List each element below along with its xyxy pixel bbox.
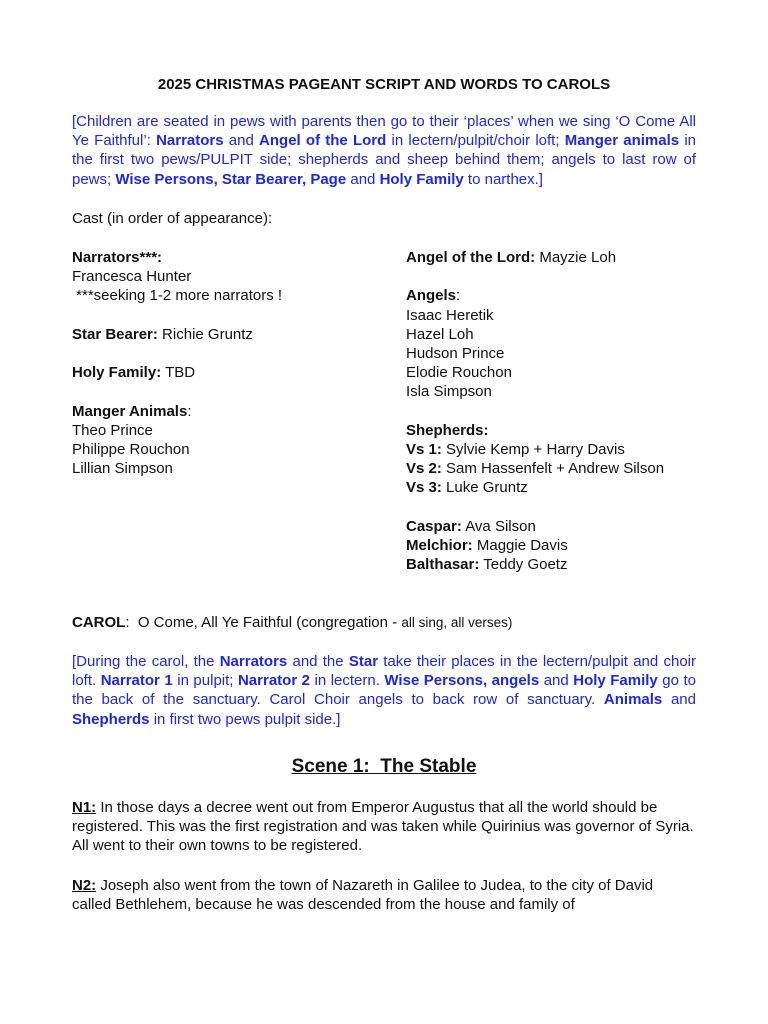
stage-bold: Shepherds [72,710,150,728]
wise-person [406,555,726,574]
stage-text: and the [287,653,349,670]
shepherd-verse [406,478,726,497]
verse-names: Luke Gruntz [441,479,528,497]
verse-names: Sam Hassenfelt + Andrew Silson [441,460,665,478]
narrators-label: Narrators***: [72,249,163,266]
holy-family-name: TBD [161,364,196,382]
cast-manger-animals [72,402,392,479]
stage-text: in lectern. [310,672,385,690]
carol-stage-direction [72,652,696,729]
narration-text: Joseph also went from the town of Nazareth in Galilee to Judea, to the city of David called Bethlehem, because he was descended from the house and family of [72,877,654,914]
stage-bold: Wise Persons, angels [384,672,540,690]
angels-label: Angels [406,287,457,305]
cast-heading: Cast (in order of appearance): [72,210,273,227]
cast-name: Lillian Simpson [72,460,173,478]
stage-bold: Narrator 1 [100,672,173,690]
intro-bold-wise: Wise Persons, Star Bearer, Page [115,170,347,188]
verse-label: Vs 2: [406,460,442,478]
intro-text: in lectern/pulpit/choir loft; [386,132,565,150]
narration-n2 [72,876,696,914]
star-bearer-label: Star Bearer: [72,325,158,343]
cast-column-right [406,248,726,594]
stage-bold: Narrator 2 [237,672,311,690]
cast-name: Isaac Heretik [406,306,494,324]
manger-colon: : [187,402,192,420]
cast-name: Theo Prince [72,421,153,439]
stage-text: in first two pews pulpit side.] [149,710,341,728]
cast-star-bearer [72,325,392,344]
cast-name: Francesca Hunter [72,268,192,286]
verse-names: Sylvie Kemp + Harry Davis [441,441,625,458]
wise-person [406,517,726,536]
shepherds-label: Shepherds: [406,421,489,439]
intro-bold-angel: Angel of the Lord [259,132,387,150]
cast-angel-of-the-lord [406,248,726,267]
wise-name: Teddy Goetz [479,556,568,574]
stage-text: go to the back of the sanctuary. Carol Choir angels to back row of sanctuary. [72,672,696,709]
wise-label: Balthasar: [406,556,480,574]
verse-label: Vs 1: [406,441,442,458]
stage-text: [During the carol, the [72,653,220,670]
stage-bold: Holy Family [573,672,658,690]
stage-text: take their places in the lectern/pulpit and choir loft. [72,653,696,690]
stage-bold: Animals [603,691,663,709]
intro-bold-holy-family: Holy Family [379,170,464,188]
wise-person [406,536,726,555]
wise-name: Ava Silson [461,517,536,535]
stage-text: and [539,672,574,690]
cast-name: Philippe Rouchon [72,440,190,458]
intro-text: [Children are seated in pews with parents then go to their ‘places’ when we sing ‘O Come All Ye Faithful’: [72,113,696,150]
narrator-label: N1: [72,799,97,816]
intro-text: and [223,132,260,150]
angels-colon: : [456,287,461,305]
cast-column-left [72,248,392,498]
cast-name: Hudson Prince [406,345,505,362]
narration-n1 [72,798,696,856]
cast-angels [406,286,726,401]
intro-bold-narrators: Narrators [156,132,224,150]
cast-narrators [72,248,392,306]
verse-label: Vs 3: [406,479,442,497]
intro-text: and [346,170,380,188]
stage-text: in pulpit; [172,672,238,690]
wise-label: Melchior: [406,537,473,554]
angel-lord-name: Mayzie Loh [535,249,617,266]
intro-stage-direction [72,112,696,189]
cast-note: ***seeking 1-2 more narrators ! [72,287,283,305]
cast-name: Hazel Loh [406,325,474,343]
scene-title: Scene 1: The Stable [291,756,477,777]
star-bearer-name: Richie Gruntz [157,325,253,343]
document-title: 2025 CHRISTMAS PAGEANT SCRIPT AND WORDS TO CAROLS [157,76,611,93]
stage-bold: Star [348,653,379,670]
shepherd-verse [406,459,726,478]
stage-bold: Narrators [219,653,288,670]
narrator-label: N2: [72,877,97,894]
wise-label: Caspar: [406,517,462,535]
angel-lord-label: Angel of the Lord: [406,249,536,266]
cast-holy-family [72,363,392,382]
carol-note: all sing, all verses) [401,615,513,630]
intro-bold-manger: Manger animals [564,132,680,150]
cast-wise-persons [406,517,726,575]
narration-text: In those days a decree went out from Emperor Augustus that all the world should be registered. This was the first registration and was taken while Quirinius was governor of Syria. All went to their own towns to be registered. [72,799,694,855]
shepherd-verse [406,440,726,459]
manger-animals-label: Manger Animals [72,402,188,420]
wise-name: Maggie Davis [472,537,568,554]
carol-label: CAROL [72,614,126,631]
cast-name: Elodie Rouchon [406,364,512,382]
cast-shepherds [406,421,726,498]
intro-text: in the first two pews/PULPIT side; shepherds and sheep behind them; angels to last row of pews; [72,132,697,188]
holy-family-label: Holy Family: [72,364,162,382]
stage-text: and [662,691,696,709]
carol-title: : O Come, All Ye Faithful (congregation - [125,614,402,631]
intro-text: to narthex.] [463,170,543,188]
carol-line [72,613,512,632]
cast-name: Isla Simpson [406,383,492,401]
